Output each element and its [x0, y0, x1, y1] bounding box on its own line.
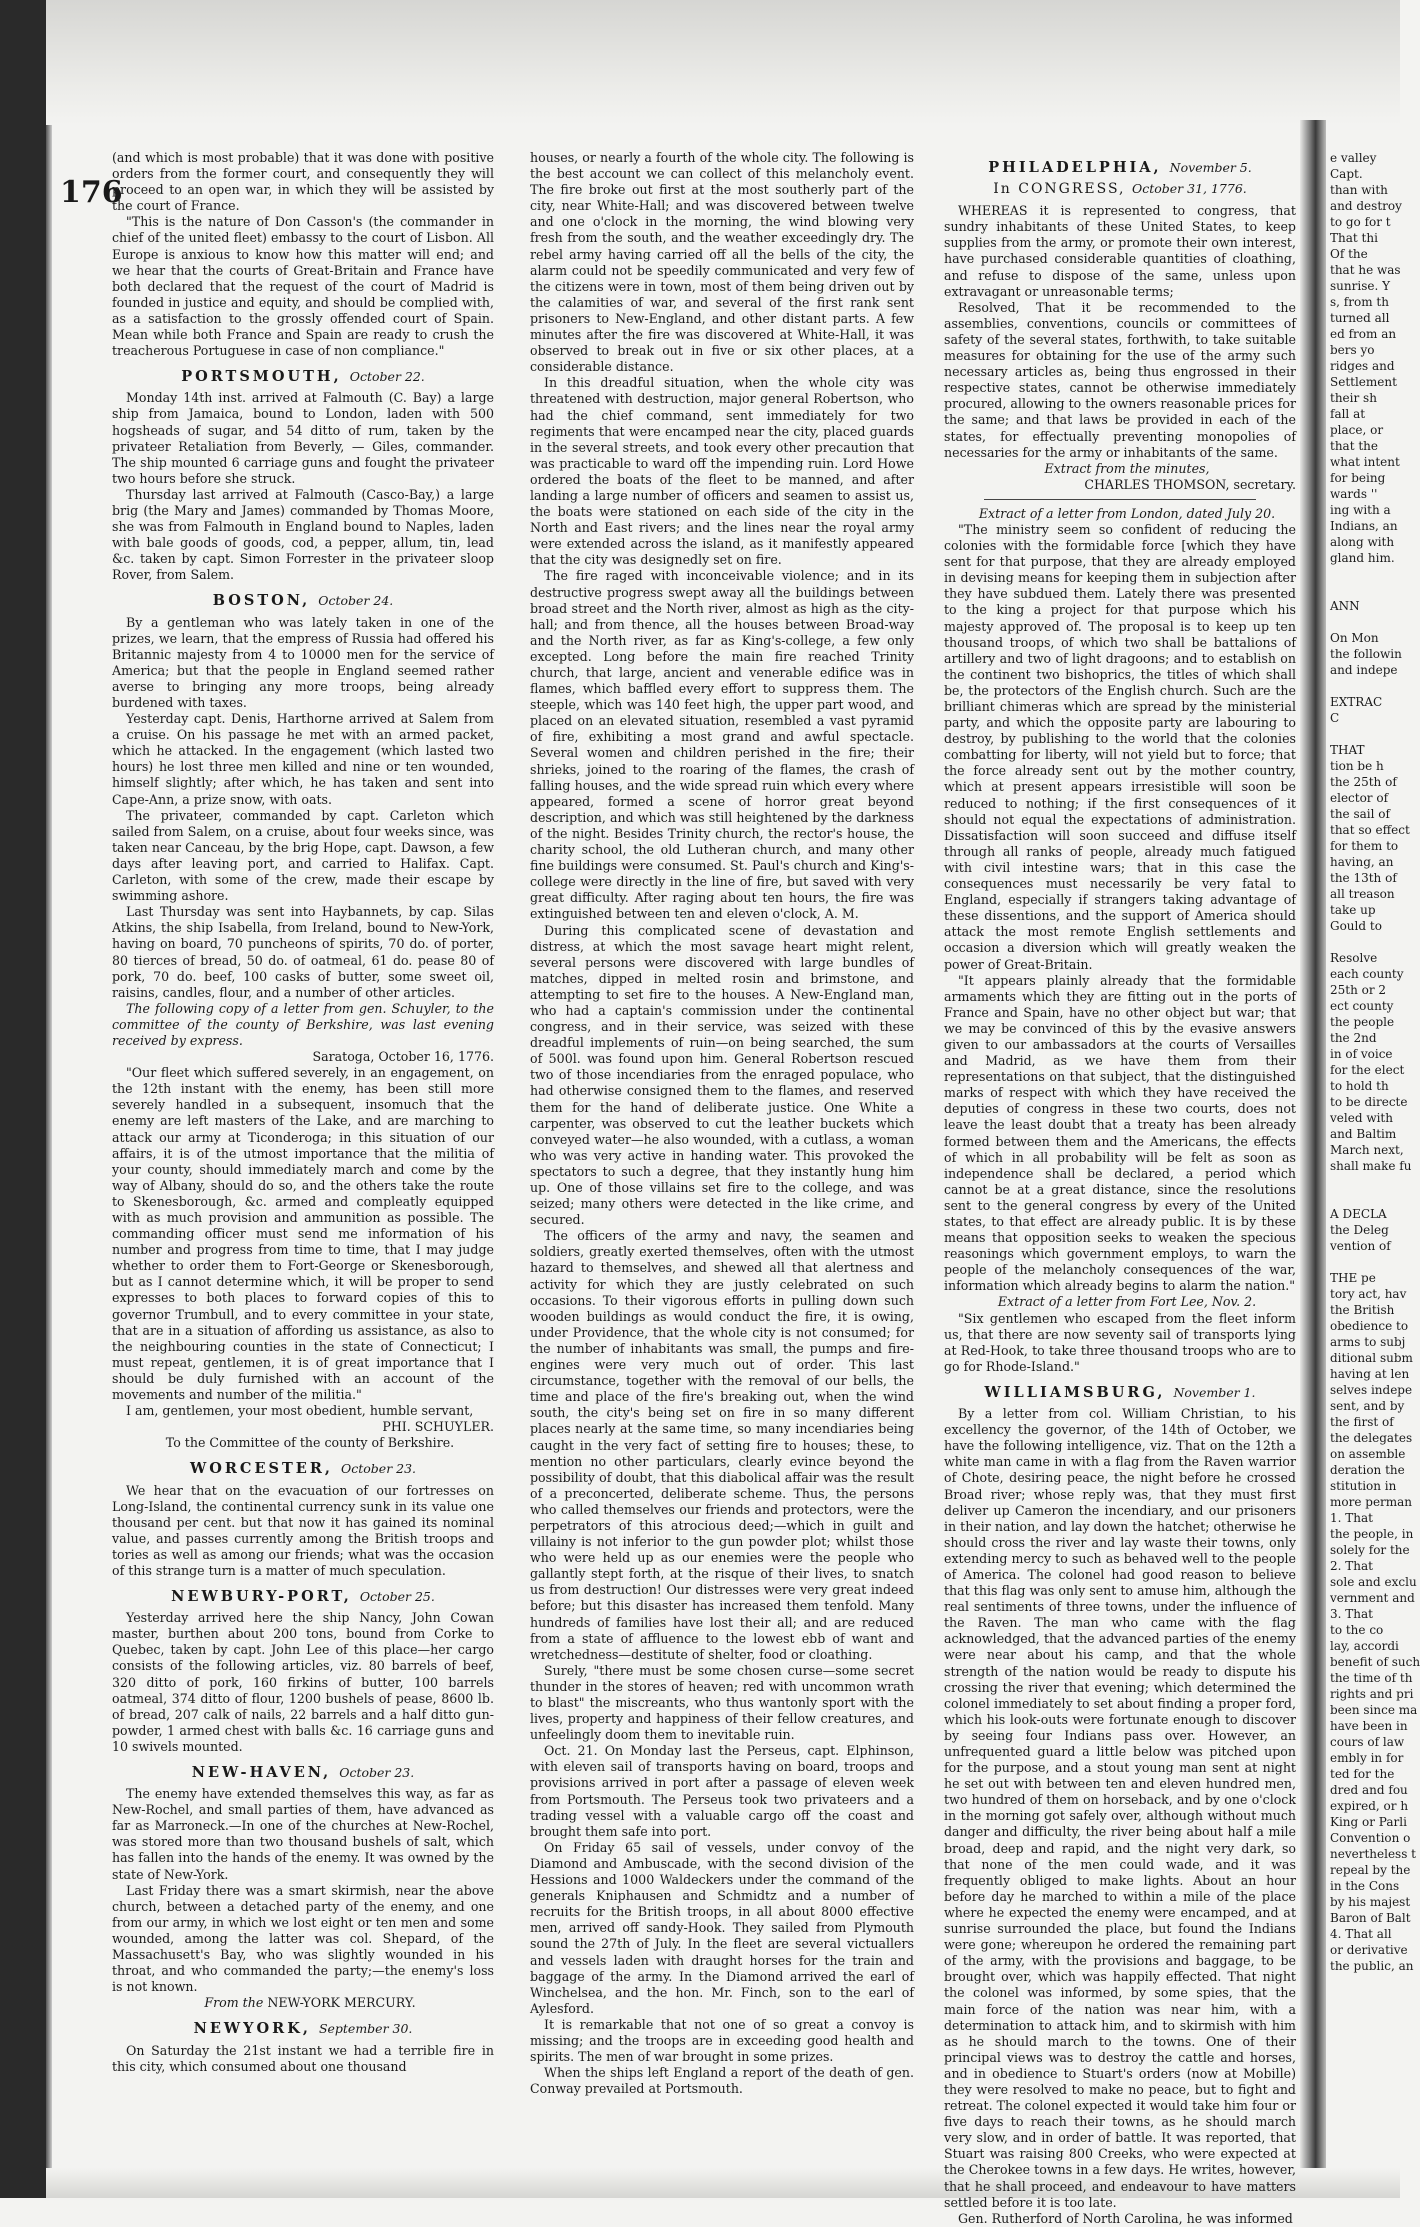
letter-dateline: Saratoga, October 16, 1776.: [312, 1049, 494, 1065]
column-3: [944, 150, 1296, 2226]
paragraph: The officers of the army and navy, the seamen and soldiers, greatly exerted themselves, often with the utmost hazard to themselves, and shewed all that alertness and activity for which they are justly celebrated on such occasions. To their vigorous efforts in pulling down such wooden buildings as would conduct the fire, it is owing, under Providence, that the whole city is not consumed; for the number of inhabitants was small, the pumps and fire-engines were very much out of order. This last circumstance, together with the removal of our bells, the time and place of the fire's breaking out, when the wind south, the city's being set on fire in so many different places nearly at the same time, so many incendiaries being caught in the very fact of setting fire to houses; these, to mention no other particulars, clearly evince beyond the possibility of doubt, that this diabolical affair was the result of a preconcerted, deliberate scheme. Thus, the persons who called themselves our friends and protectors, were the perpetrators of this atrocious deed;—which in guilt and villainy is not inferior to the gun powder plot; whilst those who were held up as our enemies were the people who gallantly stept forth, at the risque of their lives, to snatch us from destruction! Our distresses were very great indeed before; but this disaster has increased them tenfold. Many hundreds of families have lost their all; and are reduced from a state of affluence to the lowest ebb of want and wretchedness—destitute of shelter, food or cloathing.: [530, 1228, 914, 1662]
partial-line: stitution in: [1330, 1479, 1397, 1493]
source-name: NEW-YORK MERCURY.: [267, 1995, 416, 2011]
partial-line: along with: [1330, 535, 1395, 549]
partial-line: the British: [1330, 1303, 1395, 1317]
partial-line: Capt.: [1330, 167, 1363, 181]
partial-line: all treason: [1330, 887, 1395, 901]
partial-line: [1330, 582, 1398, 598]
dateline-date: November 1.: [1173, 1384, 1256, 1400]
partial-line: to the co: [1330, 1623, 1384, 1637]
partial-line: than with: [1330, 183, 1388, 197]
partial-line: THE pe: [1330, 1271, 1376, 1285]
dateline-worcester: [112, 1461, 494, 1477]
dateline-newhaven: [112, 1765, 494, 1781]
paragraph: "The ministry seem so confident of reducing the colonies with the formidable force [which they have sent for that purpose, that they are already employed in devising means for keeping them in subjection after they have subdued them. Lately there was presented to the king a project for that purpose which his majesty approved of. The proposal is to keep up ten thousand troops, of which two shall be battalions of artillery and two of light dragoons; and to establish on the continent two bishoprics, the titles of which shall be, the protectors of the English church. Such are the brilliant chimeras which are spread by the ministerial party, and which the opposite party are labouring to destroy, by publishing to the world that the colonies combatting for liberty, will not yield but to force; that the force already sent out by the mother country, which at present appears irresistible will soon be reduced to nothing; if the first consequences of it should not equal the expectations of administration. Dissatisfaction will soon succeed and diffuse itself through all ranks of people, already much fatigued with civil intestine wars; that in this case the consequences must necessarily be very fatal to England, especially if strangers taking advantage of these dissentions, and the support of America should attack the most remote English settlements and occasion a diversion which will greatly weaken the power of Great-Britain.: [944, 521, 1296, 972]
partial-line: veled with: [1330, 1111, 1393, 1125]
dateline-place: NEW-HAVEN,: [191, 1764, 332, 1781]
partial-line: sole and exclu: [1330, 1575, 1417, 1589]
book-spine-edge: [0, 0, 46, 2198]
dateline-date: October 23.: [339, 1765, 415, 1780]
partial-line: 25th or 2: [1330, 983, 1387, 997]
partial-line: [1330, 1190, 1398, 1206]
dateline-philadelphia: [944, 160, 1296, 176]
partial-line: vernment and: [1330, 1591, 1415, 1605]
partial-line: On Mon: [1330, 631, 1379, 645]
partial-line: and Baltim: [1330, 1127, 1397, 1141]
dateline-newburyport: [112, 1589, 494, 1605]
paragraph: Thursday last arrived at Falmouth (Casco-Bay,) a large brig (the Mary and James) commanded by Thomas Moore, she was from Falmouth in England bound to Naples, laden with bale goods of goods, cod, a pepper, allum, tin, lead &c. taken by capt. Simon Forrester in the privateer sloop Rover, from Salem.: [112, 486, 494, 583]
partial-line: bers yo: [1330, 343, 1375, 357]
partial-line: benefit of such: [1330, 1655, 1420, 1669]
partial-line: to go for t: [1330, 215, 1391, 229]
paragraph: Yesterday capt. Denis, Harthorne arrived at Salem from a cruise. On his passage he met with an armed packet, which he attacked. In the engagement (which lasted two hours) he lost three men killed and nine or ten wounded, himself slightly; after which, he has taken and sent into Cape-Ann, a prize snow, with oats.: [112, 711, 494, 807]
partial-line: the people: [1330, 1015, 1395, 1029]
dateline-portsmouth: [112, 369, 494, 385]
source-line: [112, 1995, 494, 2011]
partial-line: dred and fou: [1330, 1783, 1408, 1797]
partial-line: shall make fu: [1330, 1159, 1412, 1173]
partial-line: for the elect: [1330, 1063, 1405, 1077]
partial-line: e valley: [1330, 151, 1377, 165]
partial-line: sent, and by: [1330, 1399, 1405, 1413]
partial-line: cours of law: [1330, 1735, 1405, 1749]
partial-line: that so effect: [1330, 823, 1410, 837]
partial-line: obedience to: [1330, 1319, 1409, 1333]
paragraph: By a letter from col. William Christian, to his excellency the governor, of the 14th of October, we have the following intelligence, viz. That on the 12th a white man came in with a flag from the Raven warrior of Chote, desiring peace, the night before he crossed Broad river; whose reply was, that they must first deliver up Cameron the incendiary, and our prisoners in their nation, and lay down the hatchet; otherwise he should cross the river and lay waste their towns, only extending mercy to such as behaved well to the people of America. The colonel had good reason to believe that this flag was only sent to amuse him, although the real sentiments of three towns, under the influence of the Raven. The man who came with the flag acknowledged, that the advanced parties of the enemy were near about his camp, and that the whole strength of the nation would be ready to dispute his crossing the river that evening; which determined the colonel immediately to set about finding a proper ford, which his look-outs were fortunate enough to discover by seeing four Indians pass over. However, an unfrequented guard a little below was pitched upon for the purpose, and a stout young man sent at night he set out with between ten and eleven hundred men, two hundred of them on horseback, and by one o'clock in the morning got safely over, although without much danger and difficulty, the river being about half a mile broad, deep and rapid, and the night very dark, so that none of the men could wade, and it was frequently obliged to make lights. About an hour before day he marched to within a mile of the place where he expected the enemy were encamped, and at sunrise surrounded the place, but found the Indians were gone; whereupon he ordered the remaining part of the army, with the provisions and baggage, to be brought over, which was happily effected. That night the colonel was informed, by some spies, that the main force of the nation was near him, with a determination to attack him, and to skirmish with him as he should march to the towns. One of their principal views was to destroy the cattle and horses, and in obedience to Stuart's orders (now at Mobille) they were resolved to make no peace, but to fight and retreat. The colonel expected it would take him four or five days to reach their towns, as he should march very slow, and in order of battle. It was reported, that Stuart was raising 800 Creeks, who were expected at the Cherokee towns in a few days. He writes, however, that he shall proceed, and endeavour to have matters settled before it is too late.: [944, 1406, 1296, 2210]
extract-heading: Extract of a letter from London, dated July 20.: [978, 505, 1276, 521]
paragraph: "Six gentlemen who escaped from the fleet inform us, that there are now seventy sail of transports lying at Red-Hook, to take three thousand troops who are to go for Rhode-Island.": [944, 1310, 1296, 1374]
partial-line: [1330, 1174, 1398, 1190]
partial-line: having, an: [1330, 855, 1394, 869]
paragraph: WHEREAS it is represented to congress, that sundry inhabitants of these United States, to keep supplies from the army, or promote their own interest, have purchased considerable quantities of cloathing, and refuse to dispose of the same, unless upon extravagant or unreasonable terms;: [944, 203, 1296, 299]
dateline-place: PORTSMOUTH,: [181, 368, 342, 386]
letter-addressee: To the Committee of the county of Berkshire.: [165, 1435, 455, 1451]
page-number: 176: [60, 175, 123, 210]
partial-line: and destroy: [1330, 199, 1402, 213]
paragraph: On Saturday the 21st instant we had a terrible fire in this city, which consumed about one thousand: [112, 2042, 494, 2074]
partial-line: [1330, 1254, 1398, 1270]
partial-line: [1330, 678, 1398, 694]
partial-line: the people, in: [1330, 1527, 1414, 1541]
partial-line: arms to subj: [1330, 1335, 1406, 1349]
partial-line: 1. That: [1330, 1511, 1373, 1525]
partial-line: ridges and: [1330, 359, 1395, 373]
partial-line: ing with a: [1330, 503, 1391, 517]
dateline-place: NEWBURY-PORT,: [171, 1588, 352, 1606]
paragraph: Last Thursday was sent into Haybannets, by cap. Silas Atkins, the ship Isabella, from Ireland, bound to New-York, having on board, 70 puncheons of spirits, 70 do. of porter, 80 tierces of bread, 50 do. of oatmeal, 61 do. pease 80 of pork, 70 do. beef, 100 casks of butter, some sweet oil, raisins, candles, flour, and a number of other articles.: [112, 904, 494, 1000]
partial-line: wards '': [1330, 487, 1378, 501]
partial-line: have been in: [1330, 1719, 1408, 1733]
divider: [984, 499, 1256, 500]
partial-line: ditional subm: [1330, 1351, 1413, 1365]
paragraph: By a gentleman who was lately taken in one of the prizes, we learn, that the empress of Russia had offered his Britannic majesty from 4 to 10000 men for the service of America; but that the people in England seemed rather averse to bringing any more troops, being already burdened with taxes.: [112, 614, 494, 710]
partial-line: or derivative: [1330, 1943, 1408, 1957]
partial-line: ect county: [1330, 999, 1394, 1013]
paragraph: Gen. Rutherford of North Carolina, he was informed: [958, 2210, 1293, 2226]
column-1: [112, 150, 494, 2180]
partial-line: gland him.: [1330, 551, 1395, 565]
partial-line: Gould to: [1330, 919, 1382, 933]
paragraph: "It appears plainly already that the formidable armaments which they are fitting out in the ports of France and Spain, have no other object but war; that we may be convinced of this by the evasive answers given to our ambassadors at the courts of Versailles and Madrid, as we have them from their representations on that subject, that the distinguished marks of respect with which they have received the deputies of congress in these two courts, does not leave the least doubt that a treaty has been already formed between them and the Americans, the effects of which in all probability will be felt as soon as independence shall be declared, a period which cannot be at a great distance, since the resolutions sent to the general congress by every of the United states, to that effect are already public. It is by these means that opposition seeks to weaken the specious reasonings which government employs, to warn the people of the melancholy consequences of the war, information which already begins to alarm the nation.": [944, 972, 1296, 1294]
partial-line: the 13th of: [1330, 871, 1397, 885]
partial-line: been since ma: [1330, 1703, 1418, 1717]
partial-line: 4. That all: [1330, 1927, 1392, 1941]
dateline-place: WILLIAMSBURG,: [984, 1383, 1166, 1401]
partial-line: Convention o: [1330, 1831, 1411, 1845]
paragraph: The privateer, commanded by capt. Carleton which sailed from Salem, on a cruise, about four weeks since, was taken near Canceau, by the brig Hope, capt. Dawson, a few days after leaving port, and carried to Halifax. Capt. Carleton, with some of the crew, made their escape by swimming ashore.: [112, 807, 495, 904]
paragraph: In this dreadful situation, when the whole city was threatened with destruction, major general Robertson, who had the chief command, sent immediately for two regiments that were encamped near the city, placed guards in the several streets, and took every other precaution that was practicable to ward off the impending ruin. Lord Howe ordered the boats of the fleet to be manned, and after landing a large number of officers and seamen to assist us, the boats were stationed on each side of the city in the North and East rivers; and the lines near the royal army were extended across the island, as it manifestly appeared that the city was designedly set on fire.: [530, 375, 914, 568]
partial-line: the Deleg: [1330, 1223, 1389, 1237]
partial-line: by his majest: [1330, 1895, 1411, 1909]
partial-line: their sh: [1330, 391, 1377, 405]
paragraph: Monday 14th inst. arrived at Falmouth (C. Bay) a large ship from Jamaica, bound to London, laden with 500 hogsheads of sugar, and 54 ditto of rum, taken by the privateer Retaliation from Beverly, — Giles, commander. The ship mounted 6 carriage guns and fought the privateer two hours before she struck.: [112, 390, 494, 486]
partial-line: lay, accordi: [1330, 1639, 1399, 1653]
dateline-boston: [112, 593, 494, 609]
partial-line: March next,: [1330, 1143, 1404, 1157]
source-prefix: From the: [204, 1995, 264, 2011]
partial-line: on assemble: [1330, 1447, 1406, 1461]
partial-line: ted for the: [1330, 1767, 1395, 1781]
paragraph: The fire raged with inconceivable violence; and in its destructive progress swept away all the buildings between broad street and the North river, almost as high as the city-hall; and from thence, all the houses between Broad-way and the North river, as far as King's-college, a few only excepted. Long before the main fire reached Trinity church, that large, ancient and venerable edifice was in flames, which baffled every effort to suppress them. The steeple, which was 140 feet high, the upper part wood, and placed on an elevated situation, resembled a vast pyramid of fire, exhibiting a most grand and awful spectacle. Several women and children perished in the fire; their shrieks, joined to the roaring of the flames, the crash of falling houses, and the wide spread ruin which every where appeared, formed a scene of horror great beyond description, and which was still heightened by the darkness of the night. Besides Trinity church, the rector's house, the charity school, the old Lutheran church, and many other fine buildings were consumed. St. Paul's church and King's-college were directly in the line of fire, but saved with very great difficulty. After raging about ten hours, the fire was extinguished between ten and eleven o'clock, A. M.: [530, 568, 914, 922]
paragraph: Last Friday there was a smart skirmish, near the above church, between a detached party of the enemy, and one from our army, in which we lost eight or ten men and some wounded, among the latter was col. Shepard, of the Massachusett's Bay, who was slightly wounded in his throat, and who commanded the party;—the enemy's loss is not known.: [112, 1882, 494, 1995]
partial-line: [1330, 614, 1398, 630]
partial-line: Resolve: [1330, 951, 1378, 965]
paragraph: On Friday 65 sail of vessels, under convoy of the Diamond and Ambuscade, with the second division of the Hessions and 1000 Waldeckers under the command of the generals Kniphausen and Schmidtz and a number of recruits for the British troops, in all about 8000 effective men, arrived off sandy-Hook. They sailed from Plymouth sound the 27th of July. In the fleet are several victuallers and vessels laden with draught horses for the train and baggage of the army. In the Diamond arrived the earl of Winchelsea, and the hon. Mr. Finch, son to the earl of Aylesford.: [530, 1839, 914, 2016]
dateline-place: BOSTON,: [212, 592, 311, 610]
congress-title: In CONGRESS,: [993, 181, 1126, 198]
partial-line: Of the: [1330, 247, 1368, 261]
partial-line: sunrise. Y: [1330, 279, 1390, 293]
partial-line: Indians, an: [1330, 519, 1398, 533]
paragraph: Surely, "there must be some chosen curse—some secret thunder in the stores of heaven; red with uncommon wrath to blast" the miscreants, who thus wantonly sport with the lives, property and happiness of their fellow creatures, and unfeelingly doom them to inevitable ruin.: [530, 1662, 914, 1743]
partial-line: [1330, 726, 1398, 742]
partial-line: turned all: [1330, 311, 1390, 325]
letter-intro: The following copy of a letter from gen. Schuyler, to the committee of the county of Berkshire, was last evening received by express.: [112, 1000, 494, 1048]
dateline-date: November 5.: [1169, 160, 1252, 175]
partial-line: King or Parli: [1330, 1815, 1407, 1829]
partial-line: selves indepe: [1330, 1383, 1413, 1397]
partial-line: THAT: [1330, 743, 1365, 757]
partial-line: for them to: [1330, 839, 1399, 853]
partial-line: the 25th of: [1330, 775, 1397, 789]
dateline-williamsburg: [944, 1385, 1296, 1401]
paragraph: "Our fleet which suffered severely, in an engagement, on the 12th instant with the enemy, has been still more severely handled in a subsequent, insomuch that the enemy are left masters of the Lake, and are marching to attack our army at Ticonderoga; in this situation of our affairs, it is of the utmost importance that the militia of your county, should immediately march and come by the way of Albany, should do so, and the others take the route to Skenesborough, &c. armed and compleatly equipped with as much provision and ammunition as possible. The commanding officer must send me information of his number and progress from time to time, that I may judge whether to order them to Fort-George or Skenesborough, but as I cannot determine which, it will be proper to send expresses to both places to forward copies of this to governor Trumbull, and to every committee in your state, that are in a situation of affording us assistance, as also to the neighbouring counties in the state of Connecticut; I must repeat, gentlemen, it is of great importance that I should be duly furnished with an account of the movements and number of the militia.": [112, 1065, 494, 1403]
partial-line: the time of th: [1330, 1671, 1413, 1685]
partial-line: the 2nd: [1330, 1031, 1377, 1045]
partial-line: rights and pri: [1330, 1687, 1414, 1701]
dateline-date: October 22.: [349, 369, 425, 385]
partial-line: C: [1330, 711, 1340, 725]
paragraph: We hear that on the evacuation of our fortresses on Long-Island, the continental currency sunk in its value one thousand per cent. but that now it has gained its nominal value, and passes currently among the British troops and tories as well as among our friends; what was the occasion of this strange turn is a matter of much speculation.: [112, 1482, 494, 1578]
partial-line: the followin: [1330, 647, 1402, 661]
letter-closing: I am, gentlemen, your most obedient, humble servant,: [126, 1403, 474, 1419]
partial-line: the public, an: [1330, 1959, 1414, 1973]
paragraph: It is remarkable that not one of so great a convoy is missing; and the troops are in exceeding good health and spirits. The men of war brought in some prizes.: [530, 2016, 914, 2065]
column-2: [530, 150, 914, 2180]
dateline-place: NEWYORK,: [193, 2020, 311, 2038]
paragraph: During this complicated scene of devastation and distress, at which the most savage heart might relent, several persons were discovered with large bundles of matches, dipped in melted rosin and brimstone, and attempting to set fire to the houses. A New-England man, who had a captain's commission under the continental congress, and in their service, was seized with these dreadful implements of ruin—on being searched, the sum of 500l. was found upon him. General Robertson rescued two of those incendiaries from the enraged populace, who had otherwise consigned them to the flames, and reserved them for the hand of deliberate justice. One White a carpenter, was observed to cut the leather buckets which conveyed water—he also wounded, with a cutlass, a woman who was very active in handing water. This provoked the spectators to such a degree, that they instantly hung him up. One of those villains set fire to the college, and was seized; many others were detected in the like crime, and secured.: [530, 922, 914, 1228]
paragraph: houses, or nearly a fourth of the whole city. The following is the best account we can collect of this melancholy event. The fire broke out first at the most southerly part of the city, near White-Hall; and was discovered between twelve and one o'clock in the morning, the wind blowing very fresh from the south, and the weather exceedingly dry. The rebel army having carried off all the bells of the city, the alarm could not be speedily communicated and very few of the citizens were in town, most of them being driven out by the calamities of war, and several of the first rank sent prisoners to New-England, and other distant parts. A few minutes after the fire was discovered at White-Hall, it was observed to break out in five or six other places, at a considerable distance.: [530, 150, 914, 375]
partial-line: expired, or h: [1330, 1799, 1409, 1813]
partial-line: deration the: [1330, 1463, 1405, 1477]
partial-line: in of voice: [1330, 1047, 1393, 1061]
partial-line: the sail of: [1330, 807, 1390, 821]
dateline-place: WORCESTER,: [189, 1460, 333, 1478]
congress-date: October 31, 1776.: [1131, 181, 1247, 197]
column-4-partial: [1330, 150, 1420, 2180]
partial-line: elector of: [1330, 791, 1389, 805]
partial-line: A DECLA: [1330, 1207, 1387, 1221]
partial-line: embly in for: [1330, 1751, 1404, 1765]
partial-line: EXTRAC: [1330, 695, 1383, 709]
book-gutter: [1300, 120, 1326, 2198]
partial-line: That thi: [1330, 231, 1378, 245]
partial-line: to be directe: [1330, 1095, 1408, 1109]
dateline-place: PHILADELPHIA,: [988, 159, 1162, 176]
paragraph: The enemy have extended themselves this way, as far as New-Rochel, and small parties of them, have advanced as far as Marroneck.—In one of the churches at New-Rochel, was stored more than two thousand bushels of salt, which has fallen into the hands of the enemy. It was owned by the state of New-York.: [112, 1786, 494, 1882]
secretary-signature: CHARLES THOMSON, secretary.: [1084, 476, 1296, 492]
partial-line: in the Cons: [1330, 1879, 1400, 1893]
partial-line: tion be h: [1330, 759, 1384, 773]
partial-line: [1330, 934, 1398, 950]
partial-line: ANN: [1330, 599, 1360, 613]
partial-line: fall at: [1330, 407, 1366, 421]
scan-top-shadow: [46, 0, 1400, 125]
partial-line: what intent: [1330, 455, 1400, 469]
paragraph: Oct. 21. On Monday last the Perseus, capt. Elphinson, with eleven sail of transports having on board, troops and provisions arrived in port after a passage of eleven week from Portsmouth. The Perseus took two privateers and a trading vessel with a valuable cargo off the coast and brought them safe into port.: [530, 1743, 914, 1839]
dateline-date: October 24.: [318, 593, 394, 609]
paragraph: (and which is most probable) that it was done with positive orders from the former court, and consequently they will proceed to an open war, in which they will be assisted by the court of France.: [112, 150, 494, 214]
partial-line: place, or: [1330, 423, 1384, 437]
partial-line: take up: [1330, 903, 1376, 917]
partial-line: for being: [1330, 471, 1386, 485]
partial-line: 3. That: [1330, 1607, 1373, 1621]
partial-line: having at len: [1330, 1367, 1410, 1381]
partial-line: more perman: [1330, 1495, 1413, 1509]
dateline-date: October 25.: [359, 1589, 435, 1605]
partial-line: repeal by the: [1330, 1863, 1411, 1877]
partial-line: Settlement: [1330, 375, 1397, 389]
dateline-date: September 30.: [318, 2021, 413, 2037]
partial-line: ed from an: [1330, 327, 1397, 341]
partial-line: each county: [1330, 967, 1404, 981]
partial-line: the delegates: [1330, 1431, 1413, 1445]
partial-line: the first of: [1330, 1415, 1394, 1429]
partial-line: that the: [1330, 439, 1378, 453]
partial-line: nevertheless t: [1330, 1847, 1416, 1861]
extract-heading: Extract of a letter from Fort Lee, Nov. 2.: [997, 1294, 1257, 1310]
partial-line: [1330, 566, 1398, 582]
partial-line: that he was: [1330, 263, 1401, 277]
paragraph: When the ships left England a report of the death of gen. Conway prevailed at Portsmouth.: [530, 2065, 914, 2097]
partial-line: s, from th: [1330, 295, 1389, 309]
letter-signature: PHI. SCHUYLER.: [382, 1419, 494, 1435]
partial-line: tory act, hav: [1330, 1287, 1407, 1301]
dateline-newyork: [112, 2021, 494, 2037]
congress-heading: [944, 181, 1296, 197]
partial-line: Baron of Balt: [1330, 1911, 1411, 1925]
partial-line: 2. That: [1330, 1559, 1373, 1573]
paragraph: Resolved, That it be recommended to the assemblies, conventions, councils or committees of safety of the several states, forthwith, to take suitable measures for obtaining for the use of the army such necessary articles as, being thus engrossed in their respective states, cannot be otherwise immediately procured, allowing to the owners reasonable prices for the same; and that laws be provided in each of the states, for effectually preventing monopolies of necessaries for the army or inhabitants of the same.: [944, 299, 1296, 460]
partial-line: vention of: [1330, 1239, 1391, 1253]
partial-line: and indepe: [1330, 663, 1398, 677]
paragraph: Yesterday arrived here the ship Nancy, John Cowan master, burthen about 200 tons, bound from Corke to Quebec, taken by capt. John Lee of this place—her cargo consists of the following articles, viz. 80 barrels of beef, 320 ditto of pork, 160 firkins of butter, 100 barrels oatmeal, 374 ditto of flour, 1200 bushels of pease, 8600 lb. of bread, 207 calk of nails, 22 barrels and a half ditto gun-powder, 1 armed chest with balls &c. 16 carriage guns and 10 swivels mounted.: [112, 1610, 494, 1754]
partial-line: to hold th: [1330, 1079, 1389, 1093]
partial-line: solely for the: [1330, 1543, 1410, 1557]
minutes-extract: Extract from the minutes,: [1044, 460, 1210, 476]
dateline-date: October 23.: [341, 1461, 417, 1477]
paragraph: "This is the nature of Don Casson's (the commander in chief of the united fleet) embassy to the court of Lisbon. All Europe is anxious to know how this matter will end; and we hear that the courts of Great-Britain and France have both declared that the request of the court of Madrid is founded in justice and equity, and should be complied with, as a satisfaction to the grossly offended court of Spain. Mean while both France and Spain are ready to crush the treacherous Portuguese in case of non compliance.": [112, 214, 494, 359]
